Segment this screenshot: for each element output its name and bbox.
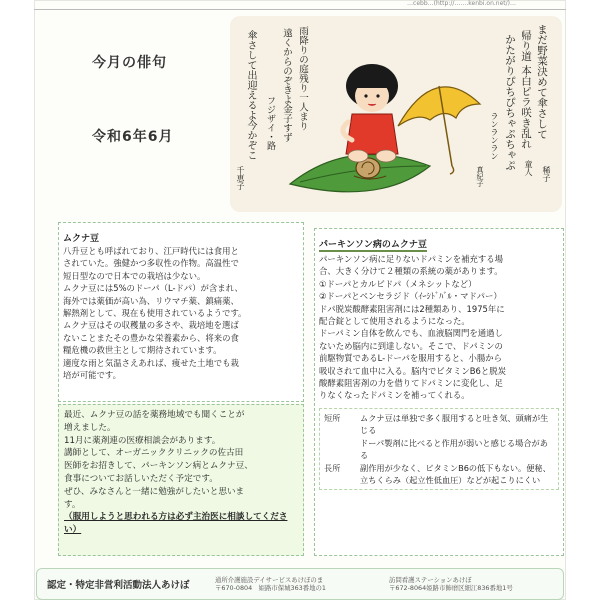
pros-cons-row [324, 437, 554, 462]
mukuna-line: ムクナ豆には5%のドーパ（L-ドパ）が含まれ、 [63, 283, 243, 294]
mukuna-line: 八升豆とも呼ばれており、江戸時代には食用と [63, 246, 239, 256]
message-line: す。 [64, 499, 81, 510]
mukuna-section [58, 222, 304, 402]
newsletter-page [34, 0, 566, 600]
message-line: 食事についてお話しいただく予定です。 [64, 473, 218, 484]
cons-text: ドーパ製剤に比べると作用が弱いと感じる場合がある [360, 437, 548, 461]
parkinson-line: 酸酵素阻害剤の力を借りてドパミンに変化し、足 [319, 378, 503, 389]
haiku-column-4: ランランラン [490, 112, 499, 160]
mukuna-line: 適度な雨と気温さえあれば、痩せた土地でも栽 [63, 357, 239, 368]
poem3-column-1: 傘さして出迎えるよ今かぞこ [245, 30, 256, 160]
poem2-column-3: フジザイ・路 [265, 96, 275, 150]
parkinson-title: パーキンソン病のムクナ豆 [319, 237, 427, 252]
haiku-column-3: かたがりぴちぴちゃぷちゃぷ [504, 34, 516, 171]
haiku-author-1: 稀子 [542, 166, 551, 182]
organization-name: 認定・特定非営利活動法人あけぼ [47, 580, 190, 591]
mukuna-line: 短日型なので日本での栽培は少ない。 [63, 270, 206, 281]
haiku-date: 令和6年6月 [92, 129, 174, 145]
haiku-author-4: 千恵子 [236, 166, 245, 190]
poem2-column-2: 遠くからのぞきよ金子すず [281, 28, 292, 142]
poem2-column-1: 雨降りの庭残り一人まり [297, 26, 308, 131]
parkinson-line: パーキンソン病に足りないドパミンを補充する場 [319, 254, 503, 264]
pros-cons-box [319, 408, 559, 490]
haiku-author-3: 真紀子 [476, 166, 484, 187]
haiku-illustration [230, 16, 562, 212]
parkinson-line: ドーパミン自体を飲んでも、血液脳関門を通過し [319, 328, 503, 339]
mukuna-line: 糧危機の救世主として期待されています。 [63, 345, 222, 356]
haiku-section-title: 今月の俳句 [92, 55, 167, 71]
day-service-info [215, 576, 326, 592]
mukuna-line: 培が可能です。 [63, 370, 121, 381]
cons-label: 短所 [324, 412, 341, 423]
cons-text: ムクナ豆は単独で多く服用すると吐き気、頭痛が生じる [360, 412, 549, 436]
nursing-station-address: 〒672-8064姫路市飾磨区細江836番地1号 [389, 584, 513, 592]
seminar-message [58, 404, 304, 556]
haiku-column-1: まだ野菜決めて傘さして [536, 24, 548, 140]
mukuna-title: ムクナ豆 [63, 234, 100, 244]
pros-label: 長所 [324, 462, 341, 473]
mukuna-line: 解熱剤として、現在も使用されているようです。 [63, 308, 247, 319]
pros-cons-row [324, 412, 554, 437]
message-line: ぜひ、みなさんと一緒に勉強がしたいと思いま [64, 486, 245, 497]
mukuna-line: ないことまたその豊かな栄養素から、将来の食 [63, 332, 239, 343]
parkinson-line: 合、大きく分けて２種類の系統の薬があります。 [319, 266, 503, 277]
top-url-strip: …cebb…(http://…….kenbi.on.net/)… [34, 0, 566, 10]
message-line: 最近、ムクナ豆の話を薬務地域でも聞くことが [64, 410, 245, 420]
day-service-address: 〒670-0804 姫路市保城363番地の1 [215, 584, 326, 592]
nursing-station-name: 訪問看護ステーションあけぼ [389, 576, 472, 584]
haiku-author-2: 童人 [524, 160, 533, 176]
message-line: 11月に薬剤連の医療相談会があります。 [64, 435, 221, 446]
parkinson-line: ①ドーパとカルビドパ（メネシットなど） [319, 278, 477, 289]
mukuna-line: されていた。強健かつ多収性の作物。高温性で [63, 258, 239, 269]
parkinson-line: ②ドーパとベンセラジド（ｲｰｼﾄﾞﾊﾞﾙ・マドパー） [319, 291, 502, 302]
haiku-column-2: 帰り道 本白ピラ咲き乱れ [520, 30, 532, 149]
doctor-consult-notice: （服用しようと思われる方は必ず主治医に相談してください） [64, 512, 288, 536]
parkinson-line: りなくなったドパミンを補ってくれる。 [319, 390, 470, 401]
parkinson-line: ドパ脱炭酸酵素阻害剤には2種類あり、1975年に [319, 303, 505, 314]
organization-footer [36, 568, 564, 600]
cons-label-empty [324, 437, 360, 462]
message-line: 増えました。 [64, 422, 116, 433]
message-line: 医師をお招きして、パーキンソン病とムクナ豆、 [64, 461, 253, 472]
day-service-name: 通所介護施設デイサービスあけぼのま [215, 576, 324, 584]
parkinson-line: 配合錠として使用されるようになった。 [319, 316, 470, 327]
message-line: 講師として、オーガニッククリニックの佐古田 [64, 448, 244, 459]
parkinson-line: 吸収されて血中に入る。脳内でビタミンB6と脱炭 [319, 365, 506, 376]
mukuna-line: 海外では薬価が高い為、リウマチ薬、鎮痛薬、 [63, 295, 239, 306]
pros-text: 副作用が少なく、ビタミンB6の低下もない。便秘、立ちくらみ（起立性低血圧）などが起こりにくい [360, 462, 551, 485]
parkinson-line: ないため脳内に到達しない。そこで、ドパミンの [319, 340, 503, 351]
girl-figure [343, 64, 398, 162]
parkinson-section [314, 228, 564, 556]
nursing-station-info [389, 576, 513, 592]
parkinson-line: 前駆物質であるL-ドーパを服用すると、小腸から [319, 353, 502, 364]
mukuna-line: ムクナ豆はその収穫量の多さや、栽培地を選ば [63, 320, 239, 331]
pros-cons-row [324, 462, 554, 487]
